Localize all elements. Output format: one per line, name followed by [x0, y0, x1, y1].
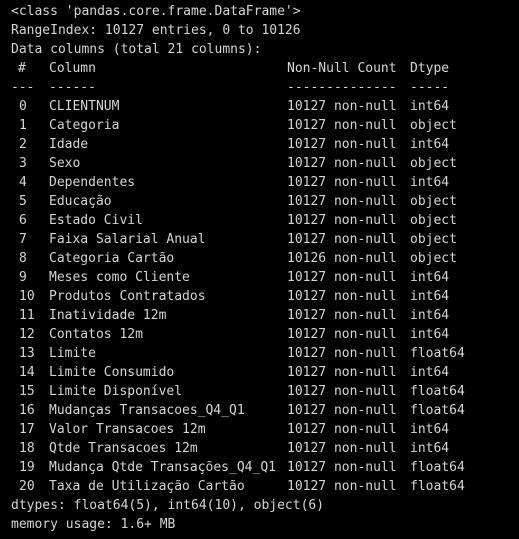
row-non-null-count: 10127 non-null: [287, 346, 397, 361]
row-dtype: int64: [410, 365, 450, 380]
row-dtype: int64: [410, 441, 450, 456]
row-column-name: Mudança Qtde Transações_Q4_Q1: [49, 460, 276, 475]
row-non-null-count: 10127 non-null: [287, 327, 397, 342]
dtypes-line: dtypes: float64(5), int64(10), object(6): [11, 498, 325, 513]
row-dtype: int64: [410, 99, 450, 114]
table-row: [11, 192, 519, 211]
table-row: [11, 173, 519, 192]
row-index: 1: [19, 118, 27, 133]
row-column-name: Dependentes: [49, 175, 136, 190]
row-dtype: int64: [410, 422, 450, 437]
row-index: 18: [19, 441, 35, 456]
row-non-null-count: 10127 non-null: [287, 156, 397, 171]
table-row: [11, 230, 519, 249]
row-non-null-count: 10127 non-null: [287, 118, 397, 133]
table-header: [11, 59, 519, 78]
row-non-null-count: 10127 non-null: [287, 308, 397, 323]
row-index: 19: [19, 460, 35, 475]
row-column-name: Limite: [49, 346, 96, 361]
memory-usage-line: memory usage: 1.6+ MB: [11, 517, 176, 532]
row-non-null-count: 10127 non-null: [287, 460, 397, 475]
table-row: [11, 420, 519, 439]
row-non-null-count: 10127 non-null: [287, 479, 397, 494]
data-columns-line: Data columns (total 21 columns):: [11, 42, 262, 57]
row-column-name: Sexo: [49, 156, 81, 171]
row-column-name: Idade: [49, 137, 89, 152]
row-dtype: int64: [410, 289, 450, 304]
header-column: Column: [49, 61, 96, 76]
row-dtype: float64: [410, 479, 465, 494]
row-dtype: object: [410, 156, 457, 171]
row-column-name: Categoria: [49, 118, 120, 133]
row-column-name: Qtde Transacoes 12m: [49, 441, 198, 456]
table-row: [11, 477, 519, 496]
row-dtype: int64: [410, 327, 450, 342]
row-non-null-count: 10127 non-null: [287, 137, 397, 152]
row-dtype: object: [410, 251, 457, 266]
row-index: 4: [19, 175, 27, 190]
row-column-name: Faixa Salarial Anual: [49, 232, 206, 247]
row-dtype: float64: [410, 346, 465, 361]
row-column-name: Taxa de Utilização Cartão: [49, 479, 245, 494]
table-row: [11, 344, 519, 363]
row-index: 16: [19, 403, 35, 418]
row-column-name: Estado Civil: [49, 213, 143, 228]
separator-column: ------: [49, 80, 96, 95]
row-dtype: int64: [410, 175, 450, 190]
row-index: 7: [19, 232, 27, 247]
row-non-null-count: 10127 non-null: [287, 232, 397, 247]
row-dtype: int64: [410, 270, 450, 285]
table-row: [11, 268, 519, 287]
row-index: 6: [19, 213, 27, 228]
row-column-name: Mudanças Transacoes_Q4_Q1: [49, 403, 245, 418]
row-non-null-count: 10127 non-null: [287, 365, 397, 380]
row-index: 17: [19, 422, 35, 437]
table-row: [11, 97, 519, 116]
row-non-null-count: 10127 non-null: [287, 422, 397, 437]
row-non-null-count: 10127 non-null: [287, 194, 397, 209]
row-index: 5: [19, 194, 27, 209]
row-index: 12: [19, 327, 35, 342]
row-index: 14: [19, 365, 35, 380]
row-dtype: object: [410, 194, 457, 209]
table-row: [11, 439, 519, 458]
row-index: 10: [19, 289, 35, 304]
row-dtype: float64: [410, 384, 465, 399]
row-non-null-count: 10127 non-null: [287, 270, 397, 285]
row-dtype: float64: [410, 460, 465, 475]
separator-index: ---: [11, 80, 35, 95]
table-row: [11, 306, 519, 325]
row-dtype: object: [410, 118, 457, 133]
row-index: 3: [19, 156, 27, 171]
row-non-null-count: 10127 non-null: [287, 175, 397, 190]
row-non-null-count: 10127 non-null: [287, 403, 397, 418]
table-row: [11, 135, 519, 154]
header-index: #: [18, 61, 26, 76]
row-non-null-count: 10127 non-null: [287, 384, 397, 399]
table-row: [11, 401, 519, 420]
table-separator: [11, 78, 519, 97]
row-index: 0: [19, 99, 27, 114]
row-column-name: Educação: [49, 194, 112, 209]
table-row: [11, 154, 519, 173]
row-dtype: int64: [410, 137, 450, 152]
table-row: [11, 382, 519, 401]
table-row: [11, 287, 519, 306]
range-index-line: RangeIndex: 10127 entries, 0 to 10126: [11, 23, 301, 38]
table-row: [11, 211, 519, 230]
row-dtype: object: [410, 213, 457, 228]
row-column-name: Limite Disponível: [49, 384, 183, 399]
row-column-name: Categoria Cartão: [49, 251, 175, 266]
row-index: 8: [19, 251, 27, 266]
row-column-name: Valor Transacoes 12m: [49, 422, 206, 437]
header-dtype: Dtype: [410, 61, 450, 76]
separator-count: --------------: [287, 80, 397, 95]
row-non-null-count: 10127 non-null: [287, 441, 397, 456]
row-non-null-count: 10127 non-null: [287, 99, 397, 114]
separator-dtype: -----: [410, 80, 450, 95]
header-count: Non-Null Count: [287, 61, 397, 76]
row-column-name: Contatos 12m: [49, 327, 143, 342]
row-dtype: object: [410, 232, 457, 247]
row-column-name: Produtos Contratados: [49, 289, 206, 304]
row-dtype: float64: [410, 403, 465, 418]
row-column-name: Limite Consumido: [49, 365, 175, 380]
table-row: [11, 363, 519, 382]
row-index: 11: [19, 308, 35, 323]
table-row: [11, 458, 519, 477]
row-column-name: Inatividade 12m: [49, 308, 167, 323]
row-index: 20: [19, 479, 35, 494]
row-dtype: int64: [410, 308, 450, 323]
class-line: <class 'pandas.core.frame.DataFrame'>: [11, 4, 301, 19]
row-non-null-count: 10126 non-null: [287, 251, 397, 266]
row-index: 13: [19, 346, 35, 361]
row-non-null-count: 10127 non-null: [287, 289, 397, 304]
table-row: [11, 325, 519, 344]
table-row: [11, 116, 519, 135]
table-row: [11, 249, 519, 268]
row-index: 15: [19, 384, 35, 399]
row-column-name: CLIENTNUM: [49, 99, 120, 114]
row-index: 2: [19, 137, 27, 152]
table-body: [11, 97, 519, 496]
row-column-name: Meses como Cliente: [49, 270, 190, 285]
row-non-null-count: 10127 non-null: [287, 213, 397, 228]
row-index: 9: [19, 270, 27, 285]
